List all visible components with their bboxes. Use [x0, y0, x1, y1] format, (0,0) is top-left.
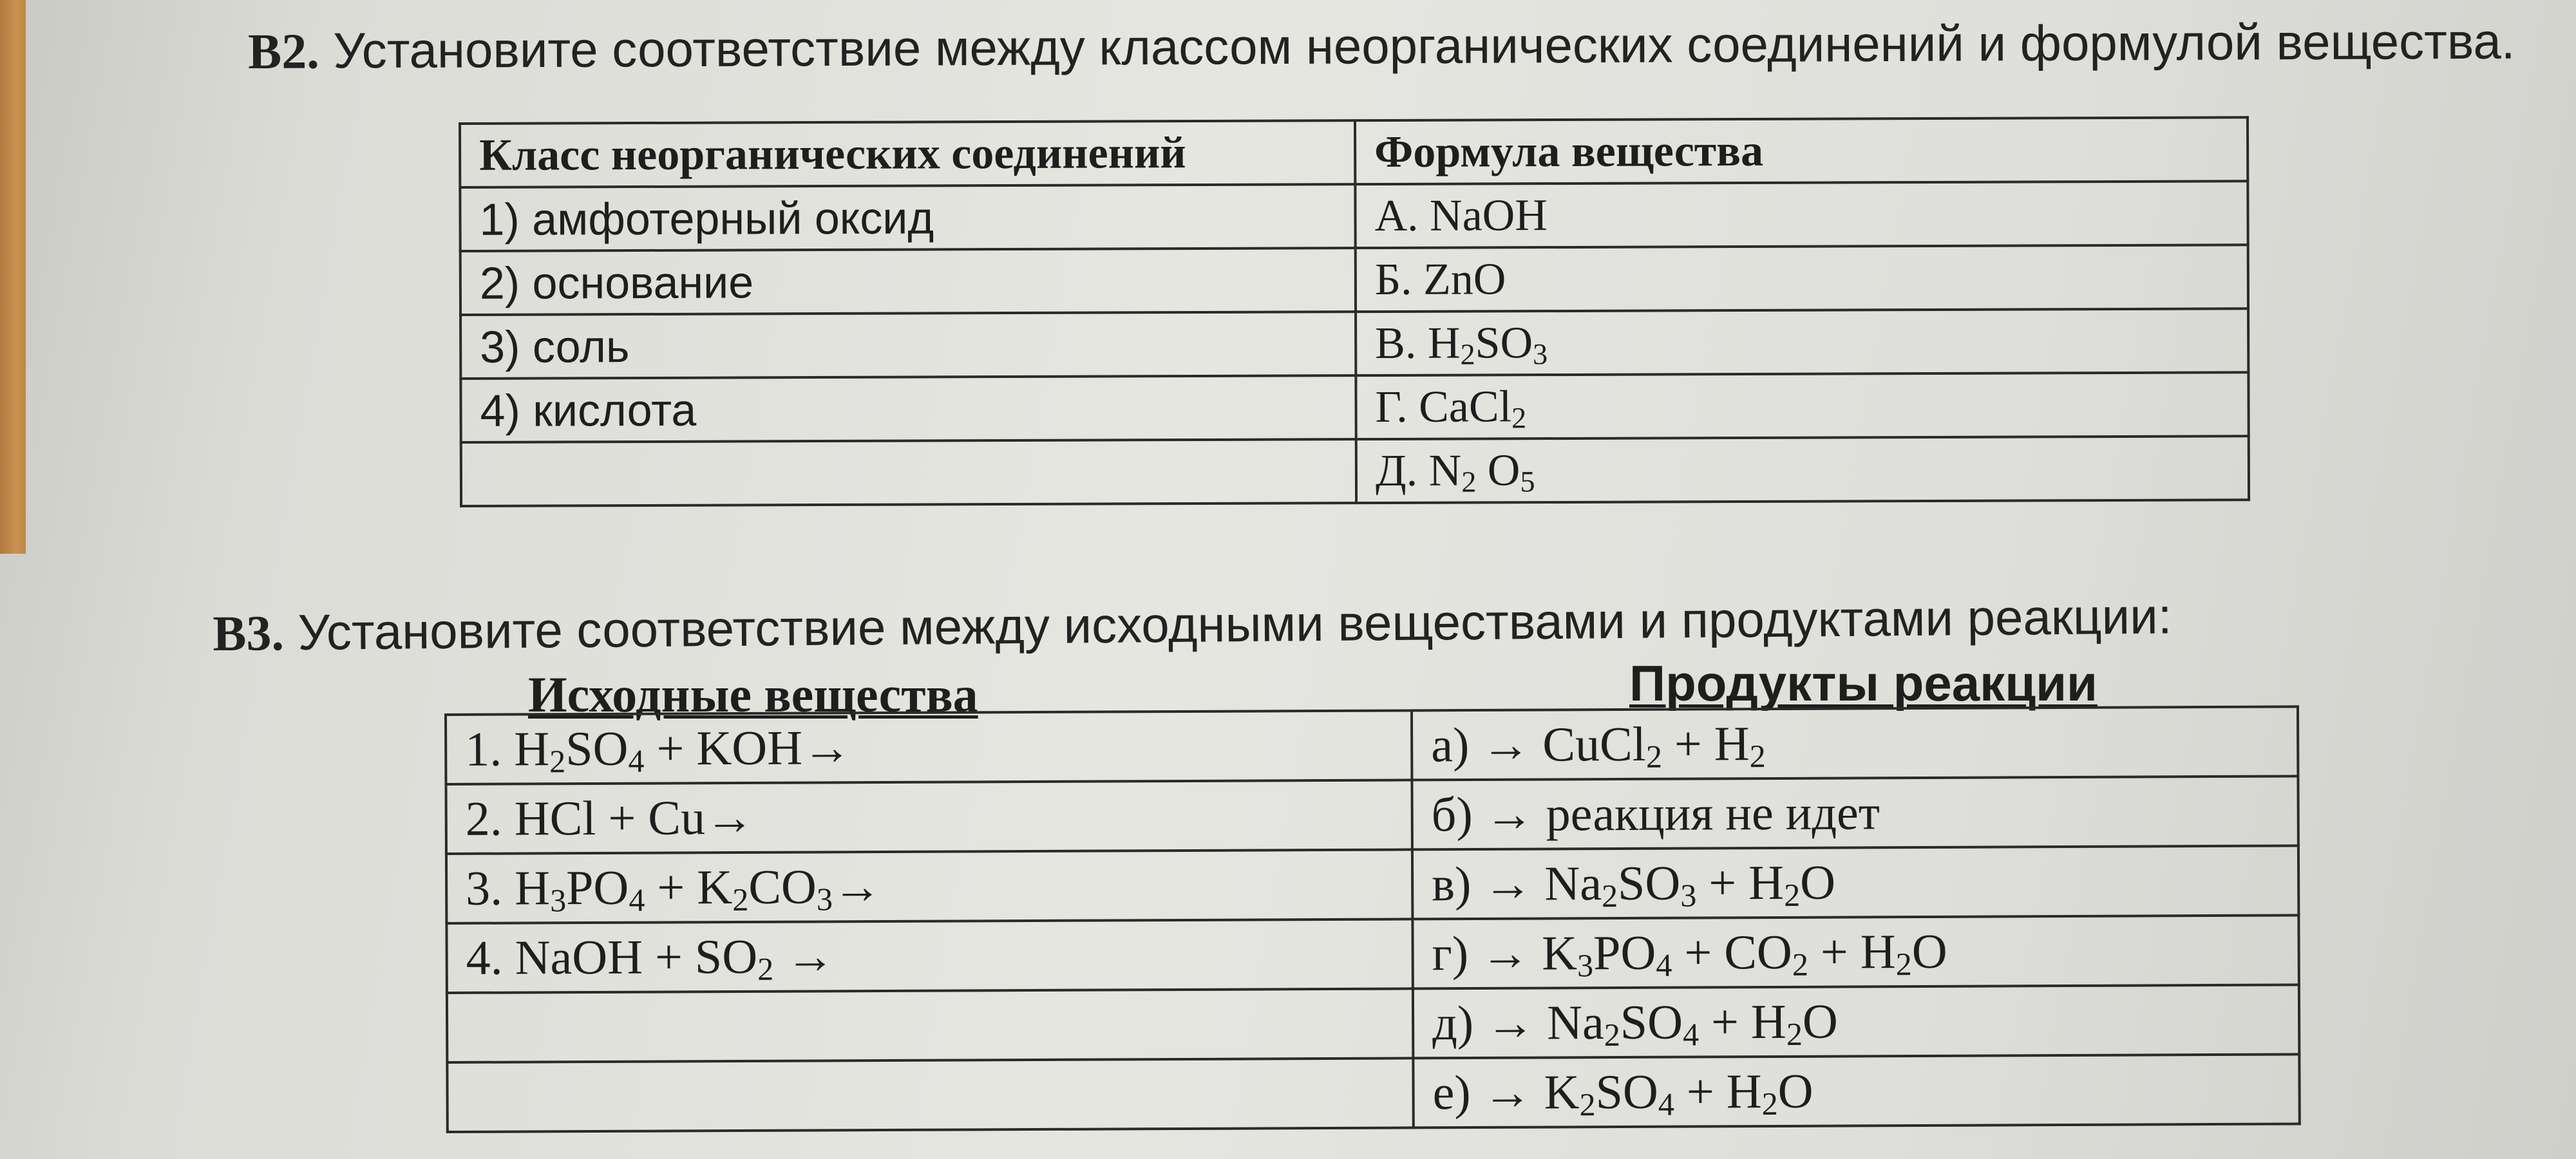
task-b3-number: В3. [212, 605, 285, 661]
table-row [446, 915, 2298, 993]
reactants-cell: 3. $H_3PO_4 + K_2CO_3\to$ [446, 849, 1412, 923]
column-header-formula: Формула вещества [1355, 117, 2248, 184]
formula-cell: В. $H_2SO_3$ [1356, 308, 2248, 375]
class-cell: 1) амфотерный оксид [460, 184, 1355, 251]
reactants-cell: 1. $H_2SO_4 + KOH\to$ [446, 710, 1412, 784]
class-cell: 4) кислота [460, 375, 1356, 442]
class-cell: 3) соль [460, 312, 1356, 379]
task-b2-number: В2. [247, 23, 319, 79]
table-row [460, 245, 2248, 315]
table-row [460, 372, 2248, 442]
formula-cell: Б. ZnO [1356, 245, 2248, 312]
table-row [460, 181, 2248, 251]
class-cell: 2) основание [460, 248, 1356, 315]
products-cell: $в) \to Na_2SO_3 + H_2O$ [1412, 845, 2298, 919]
table-row [461, 436, 2249, 506]
products-cell: б) → реакция не идет [1412, 776, 2298, 849]
table-row [446, 776, 2298, 854]
table-row [446, 706, 2298, 784]
reactants-cell: 2. HCl + Cu→ [446, 780, 1412, 854]
formula-cell: А. NaOH [1355, 181, 2248, 248]
table-row [447, 1054, 2299, 1132]
task-b3-text: Установите соответствие между исходными веществами и продуктами реакции: [298, 587, 2172, 661]
task-b2-title [247, 12, 2515, 79]
reactants-heading: Исходные вещества [528, 666, 978, 722]
table-row [460, 308, 2248, 379]
column-header-class: Класс неорганических соединений [460, 120, 1355, 187]
table-row [447, 985, 2299, 1062]
reactants-cell: 4. NaOH + $SO_2$ → [446, 919, 1412, 993]
table-row [446, 845, 2298, 923]
products-cell: а) → CuCl$_2$ + $H_2$ [1412, 706, 2298, 780]
task-b3-table [444, 705, 2301, 1133]
formula-cell: Г. CaCl$_2$ [1356, 372, 2248, 439]
task-b2-table [459, 116, 2250, 507]
table-header-row [460, 117, 2248, 187]
task-b2-text: Установите соответствие между классом неорганических соединений и формулой вещества. [333, 12, 2515, 79]
reactants-cell [447, 1058, 1413, 1132]
task-b3-title [212, 587, 2172, 661]
formula-cell: Д. $N_2$ $O_5$ [1356, 436, 2249, 503]
products-cell: $е) \to K_2SO_4 + H_2O$ [1413, 1054, 2299, 1127]
class-cell [461, 439, 1356, 506]
reactants-cell [447, 988, 1413, 1062]
products-heading: Продукты реакции [1629, 655, 2098, 711]
products-cell: $г) \to K_3PO_4 + CO_2 + H_2O$ [1412, 915, 2298, 988]
products-cell: $д) \to Na_2SO_4 + H_2O$ [1413, 985, 2299, 1058]
